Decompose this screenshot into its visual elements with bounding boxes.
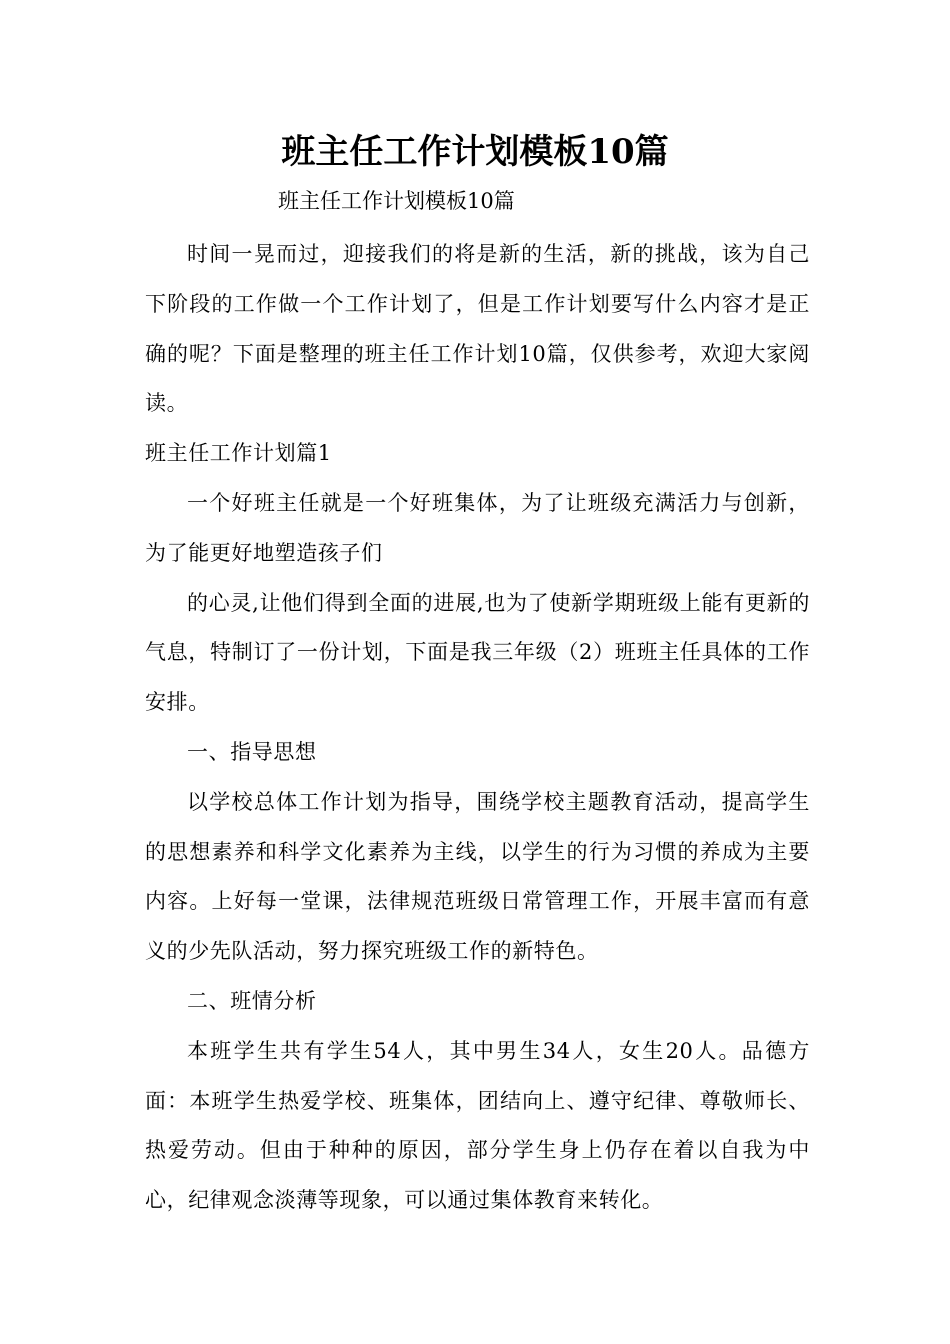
body-paragraph: 以学校总体工作计划为指导，围绕学校主题教育活动，提高学生的思想素养和科学文化素养为主线，以学生的行为习惯的养成为主要内容。上好每一堂课，法律规范班级日常管理工作，开展丰富而有意义的少先队活动，努力探究班级工作的新特色。 bbox=[145, 789, 810, 964]
document-body bbox=[145, 230, 810, 1226]
body-paragraph: 本班学生共有学生54人，其中男生34人，女生20人。品德方面：本班学生热爱学校、班集体，团结向上、遵守纪律、尊敬师长、热爱劳动。但由于种种的原因，部分学生身上仍存在着以自我为中心，纪律观念淡薄等现象，可以通过集体教育来转化。 bbox=[145, 1038, 810, 1213]
document-subtitle: 班主任工作计划模板10篇 bbox=[278, 189, 515, 213]
section-heading-guiding-thought: 一、指导思想 bbox=[187, 739, 317, 764]
section-heading-plan-1: 班主任工作计划篇1 bbox=[145, 441, 332, 466]
section-heading-class-analysis: 二、班情分析 bbox=[187, 988, 317, 1013]
body-paragraph: 一个好班主任就是一个好班集体，为了让班级充满活力与创新，为了能更好地塑造孩子们 bbox=[145, 490, 810, 565]
document-title: 班主任工作计划模板10篇 bbox=[281, 132, 669, 172]
body-paragraph: 的心灵,让他们得到全面的进展,也为了使新学期班级上能有更新的气息，特制订了一份计划，下面是我三年级（2）班班主任具体的工作安排。 bbox=[145, 590, 810, 715]
intro-paragraph: 时间一晃而过，迎接我们的将是新的生活，新的挑战，该为自己下阶段的工作做一个工作计划了，但是工作计划要写什么内容才是正确的呢？下面是整理的班主任工作计划10篇，仅供参考，欢迎大家阅读。 bbox=[145, 242, 810, 416]
